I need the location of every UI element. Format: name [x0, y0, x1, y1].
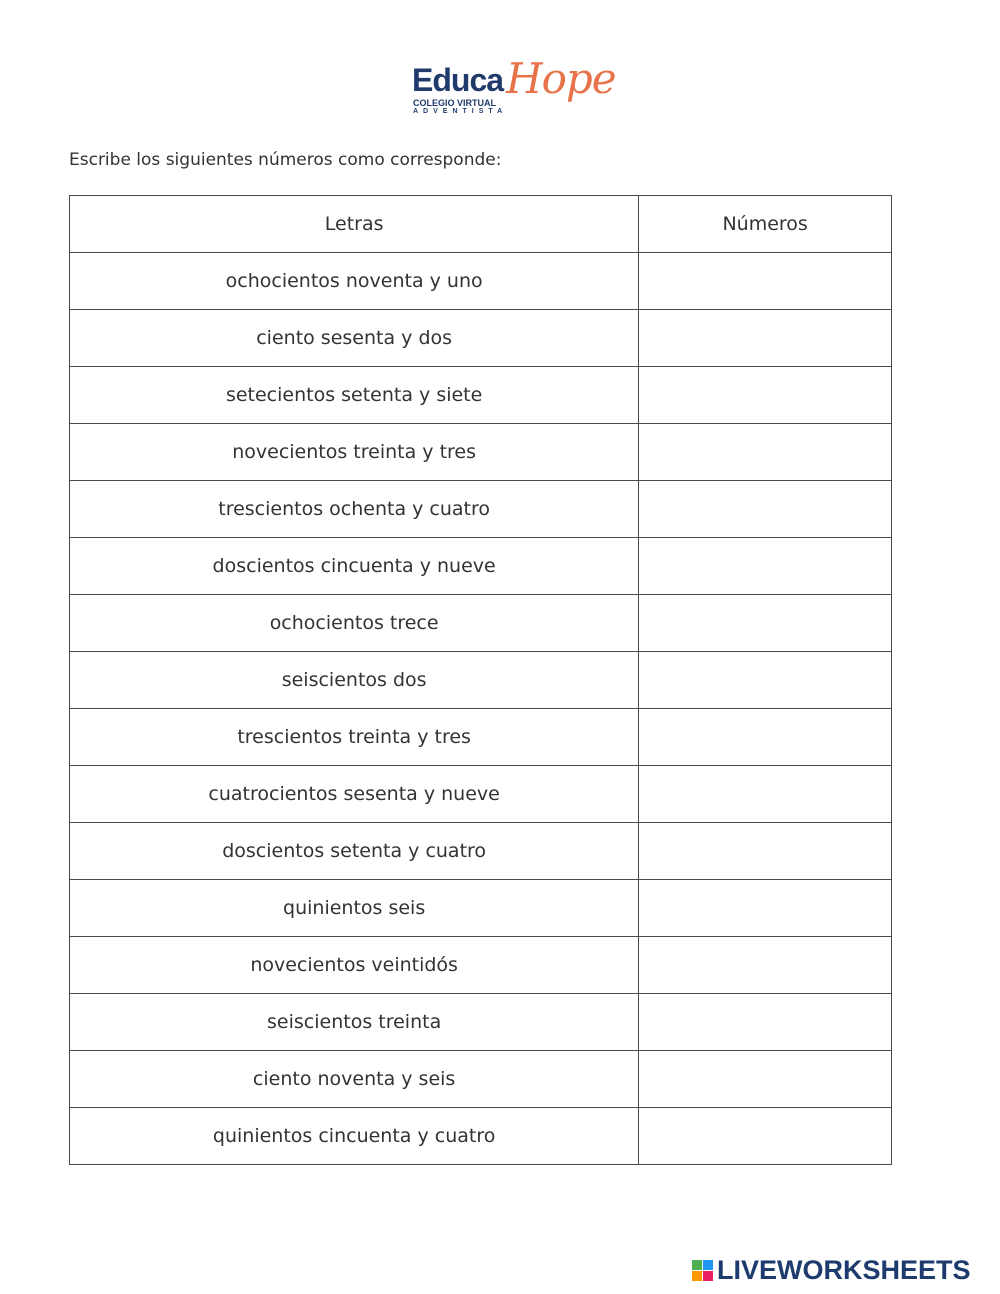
number-in-words: trescientos ochenta y cuatro	[70, 481, 639, 538]
numbers-table	[69, 195, 892, 1165]
number-answer-cell[interactable]	[639, 367, 892, 424]
table-row	[70, 652, 892, 709]
liveworksheets-wordmark: LIVEWORKSHEETS	[717, 1255, 971, 1285]
number-in-words: doscientos setenta y cuatro	[70, 823, 639, 880]
number-in-words: ciento noventa y seis	[70, 1051, 639, 1108]
number-answer-cell[interactable]	[639, 253, 892, 310]
number-answer-cell[interactable]	[639, 937, 892, 994]
number-answer-cell[interactable]	[639, 424, 892, 481]
educahope-logo	[412, 54, 616, 124]
number-in-words: ochocientos trece	[70, 595, 639, 652]
number-answer-cell[interactable]	[639, 823, 892, 880]
number-in-words: novecientos veintidós	[70, 937, 639, 994]
number-answer-cell[interactable]	[639, 709, 892, 766]
column-header-numeros: Números	[639, 196, 892, 253]
liveworksheets-brand	[692, 1255, 971, 1286]
number-answer-cell[interactable]	[639, 880, 892, 937]
table-row	[70, 253, 892, 310]
number-answer-cell[interactable]	[639, 652, 892, 709]
table-row	[70, 880, 892, 937]
number-answer-cell[interactable]	[639, 1051, 892, 1108]
table-row	[70, 994, 892, 1051]
table-header-row	[70, 196, 892, 253]
table-row	[70, 766, 892, 823]
number-in-words: quinientos seis	[70, 880, 639, 937]
table-row	[70, 595, 892, 652]
number-answer-cell[interactable]	[639, 766, 892, 823]
table-row	[70, 709, 892, 766]
number-in-words: ochocientos noventa y uno	[70, 253, 639, 310]
table-row	[70, 823, 892, 880]
number-answer-cell[interactable]	[639, 595, 892, 652]
instruction-text: Escribe los siguientes números como corresponde:	[69, 150, 502, 170]
table-row	[70, 937, 892, 994]
table-row	[70, 367, 892, 424]
logo-accent-text: Hope	[506, 54, 616, 103]
number-in-words: ciento sesenta y dos	[70, 310, 639, 367]
number-answer-cell[interactable]	[639, 481, 892, 538]
logo-primary-text: Educa	[412, 62, 504, 98]
number-in-words: quinientos cincuenta y cuatro	[70, 1108, 639, 1165]
table-row	[70, 310, 892, 367]
number-in-words: setecientos setenta y siete	[70, 367, 639, 424]
number-answer-cell[interactable]	[639, 1108, 892, 1165]
number-in-words: seiscientos dos	[70, 652, 639, 709]
number-answer-cell[interactable]	[639, 310, 892, 367]
number-in-words: doscientos cincuenta y nueve	[70, 538, 639, 595]
table-row	[70, 538, 892, 595]
table-row	[70, 481, 892, 538]
number-answer-cell[interactable]	[639, 538, 892, 595]
table-row	[70, 1108, 892, 1165]
number-in-words: trescientos treinta y tres	[70, 709, 639, 766]
number-in-words: novecientos treinta y tres	[70, 424, 639, 481]
column-header-letras: Letras	[70, 196, 639, 253]
number-answer-cell[interactable]	[639, 994, 892, 1051]
liveworksheets-logo-icon	[692, 1260, 713, 1281]
table-row	[70, 1051, 892, 1108]
number-in-words: seiscientos treinta	[70, 994, 639, 1051]
logo-subtitle-1: COLEGIO VIRTUAL	[413, 98, 496, 108]
table-row	[70, 424, 892, 481]
logo-subtitle-2: ADVENTISTA	[413, 108, 508, 115]
number-in-words: cuatrocientos sesenta y nueve	[70, 766, 639, 823]
